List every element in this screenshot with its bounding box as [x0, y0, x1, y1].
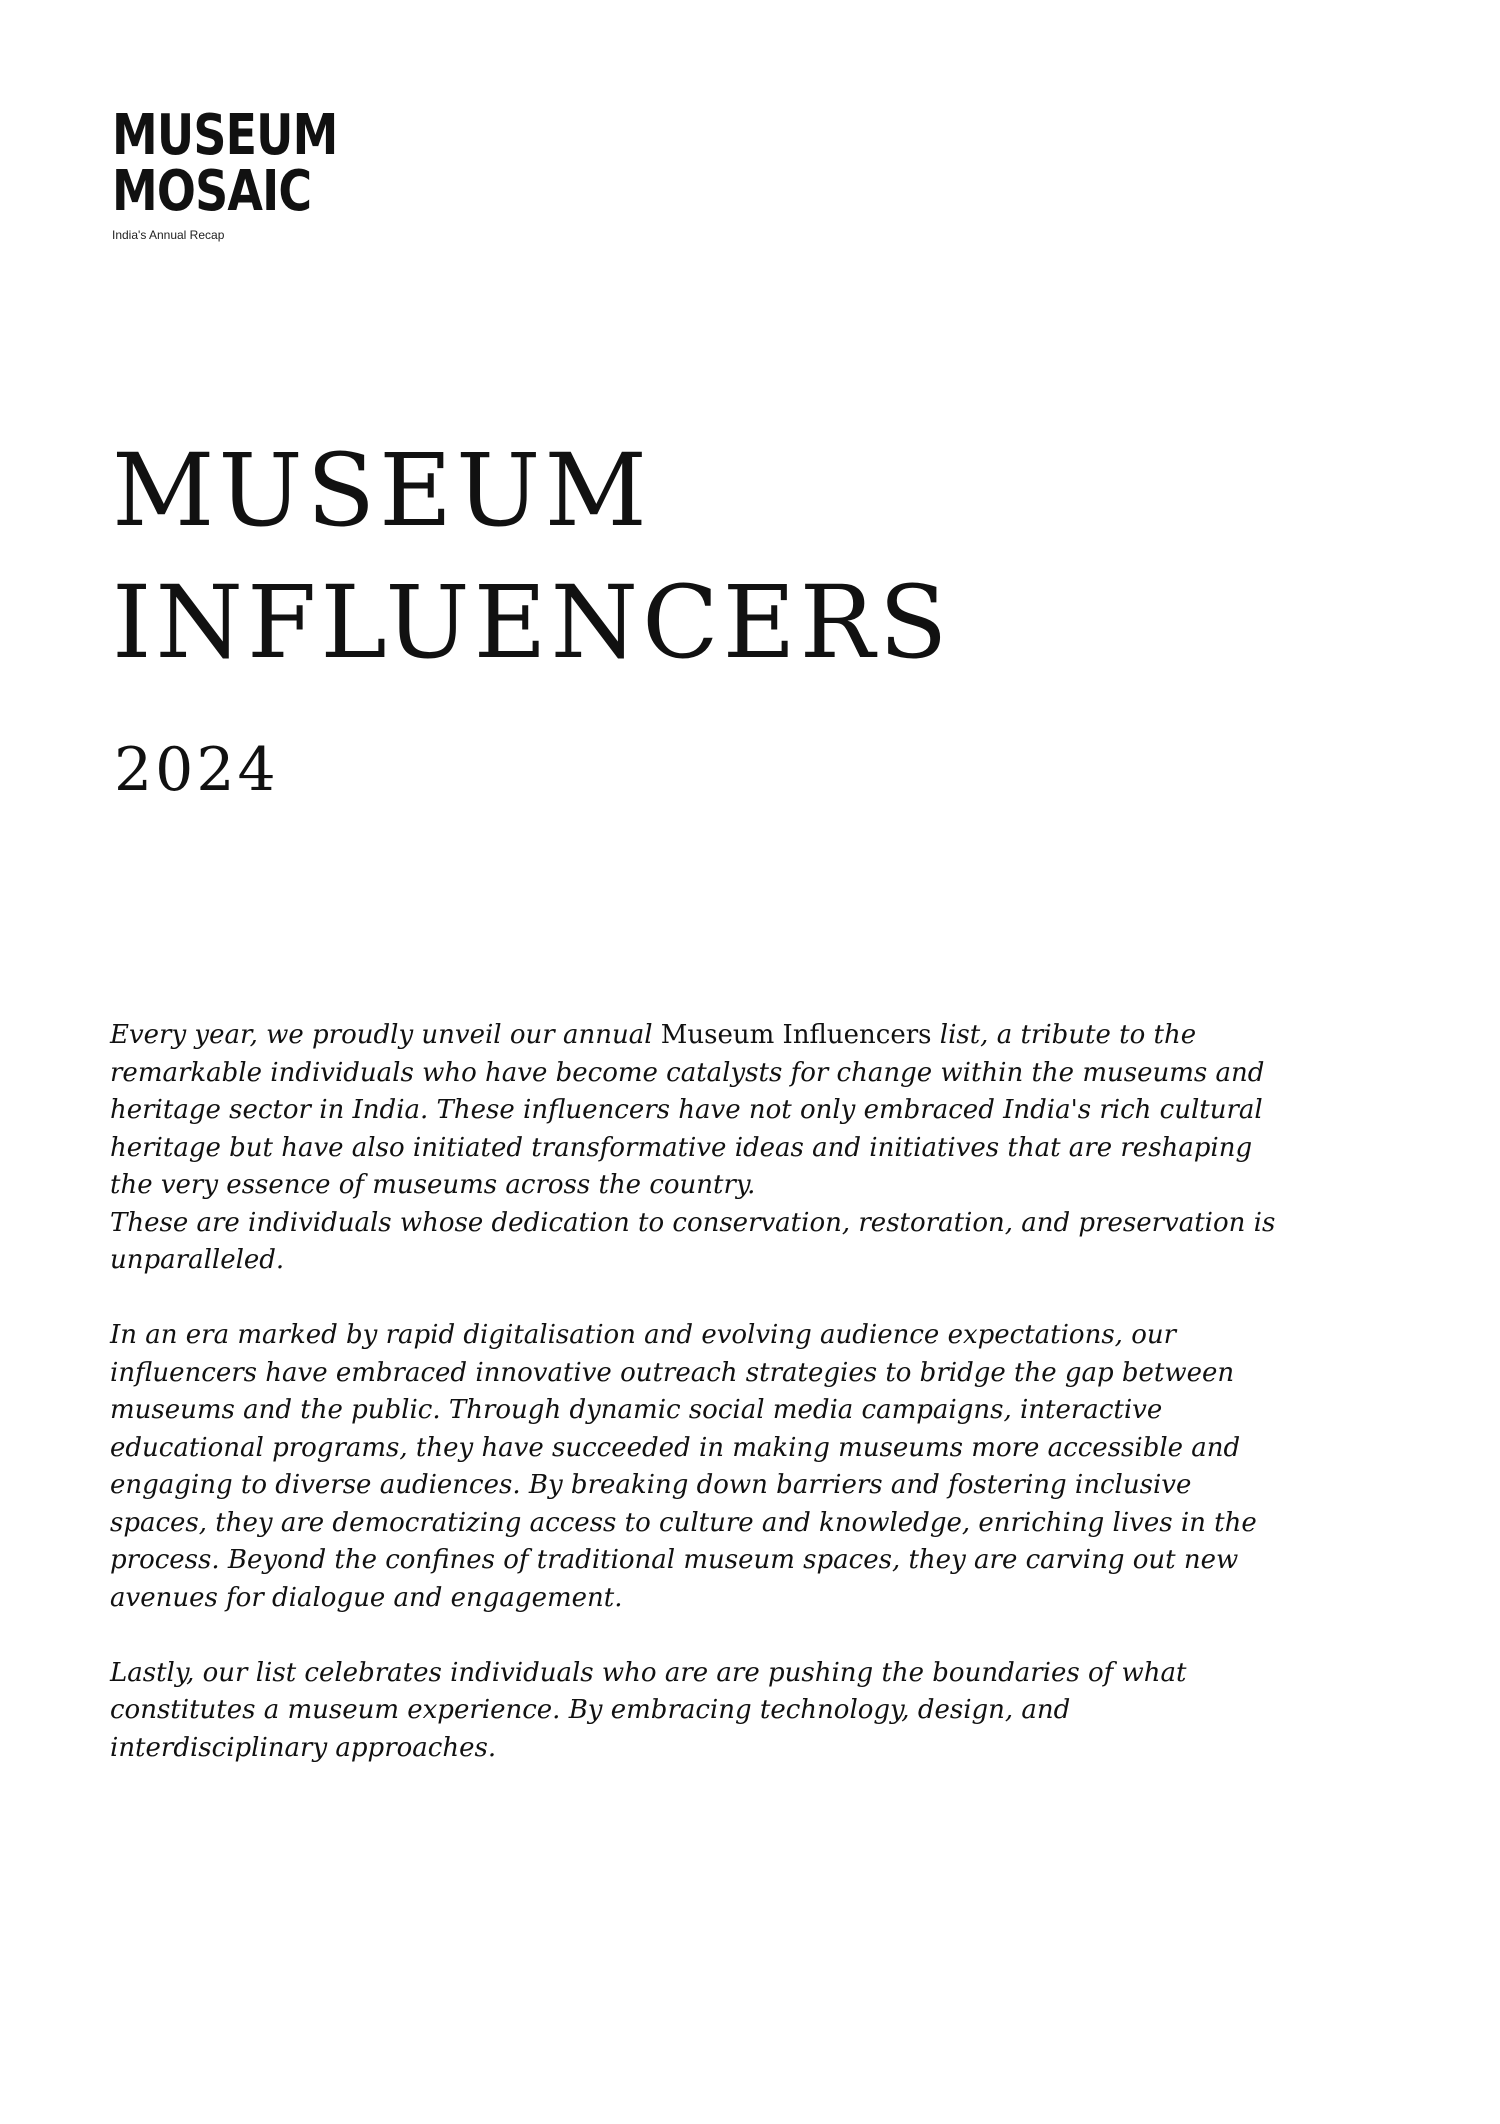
- museum-mosaic-logo: [112, 103, 372, 242]
- title-year: 2024: [114, 735, 279, 805]
- logo-tagline: India's Annual Recap: [112, 228, 225, 242]
- intro-body: [110, 1017, 1290, 1805]
- logo-line-museum: MUSEUM: [112, 103, 338, 168]
- paragraph-1-second: These are individuals whose dedication to conservation, restoration, and preservation is unparalleled.: [110, 1207, 1276, 1275]
- logo-line-mosaic: MOSAIC: [112, 159, 312, 224]
- intro-paragraph-1: [110, 1017, 1290, 1280]
- title-line-museum: MUSEUM: [112, 432, 651, 549]
- paragraph-1-rest: list, a tribute to the remarkable individuals who have become catalysts for change within the museums and heritage sector in India. These influencers have not only embraced India's rich cultural heritage but have also initiated transformative ideas and initiatives that are reshaping the very essence of museums across the country.: [110, 1020, 1265, 1200]
- intro-paragraph-3: Lastly, our list celebrates individuals who are are pushing the boundaries of what constitutes a museum experience. By embracing technology, design, and interdisciplinary approaches.: [110, 1657, 1187, 1763]
- page-title: [112, 425, 951, 689]
- intro-paragraph-2: In an era marked by rapid digitalisation and evolving audience expectations, our influencers have embraced innovative outreach strategies to bridge the gap between museums and the public. Through dynamic social media campaigns, interactive educational programs, they have succeeded in making museums more accessible and engaging to diverse audiences. By breaking down barriers and fostering inclusive spaces, they are democratizing access to culture and knowledge, enriching lives in the process. Beyond the confines of traditional museum spaces, they are carving out new avenues for dialogue and engagement.: [110, 1320, 1257, 1613]
- paragraph-1-lead: Every year, we proudly unveil our annual: [110, 1020, 661, 1050]
- title-line-influencers: INFLUENCERS: [112, 564, 952, 681]
- museum-influencers-highlight: Museum Influencers: [660, 1020, 932, 1050]
